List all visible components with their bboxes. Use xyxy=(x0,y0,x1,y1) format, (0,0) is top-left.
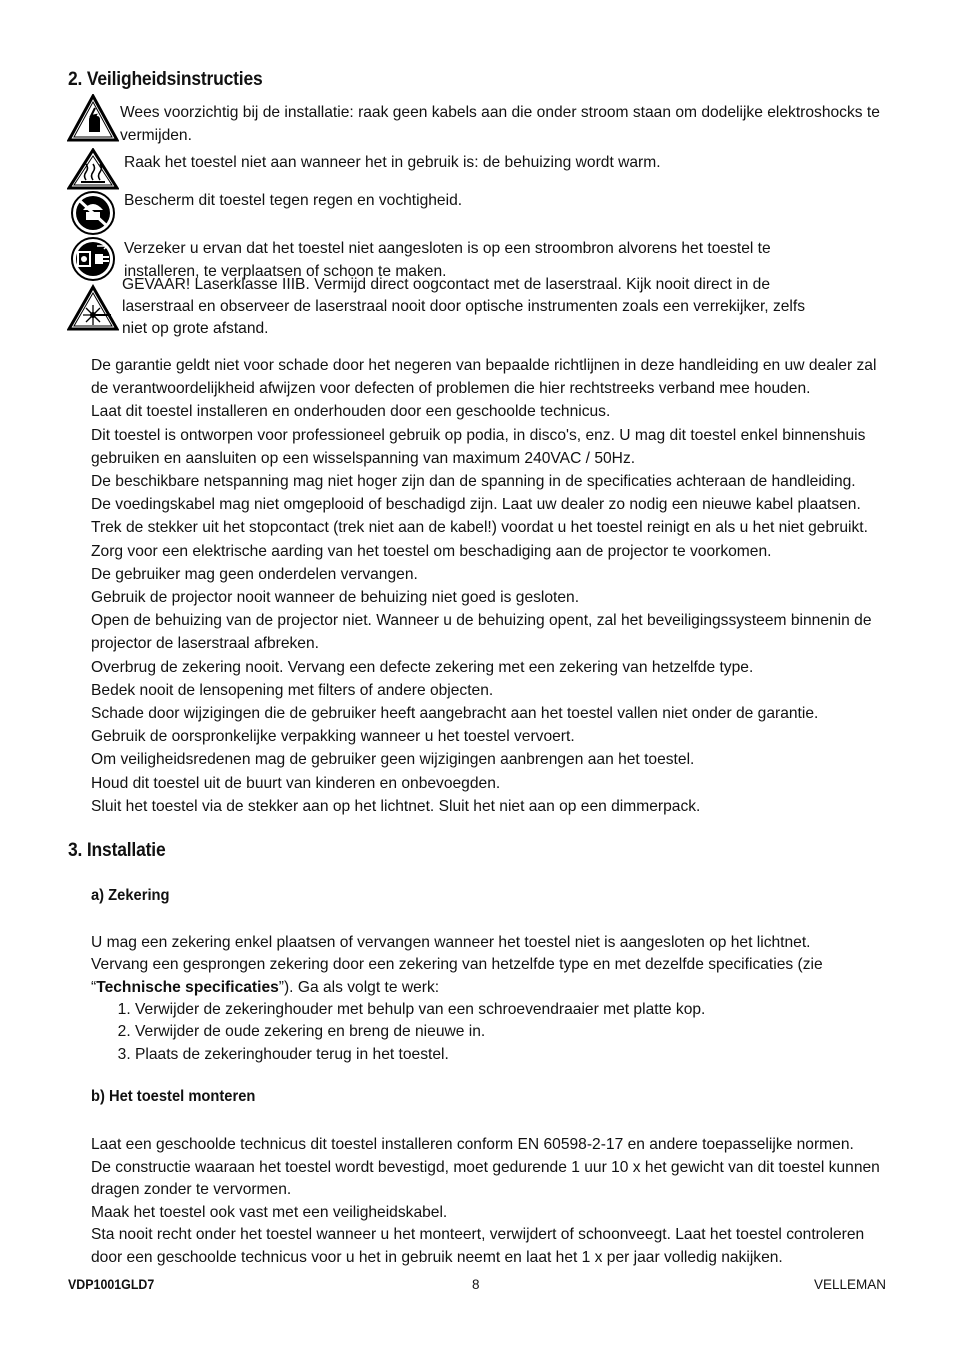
paragraph: Maak het toestel ook vast met een veiligheidskabel. xyxy=(91,1203,448,1221)
no-rain-icon xyxy=(66,190,120,236)
warning-text: GEVAAR! Laserklasse IIIB. Vermijd direct oogcontact met de laserstraal. Kijk nooit direct in de laserstraal en observeer de laserstraal nooit door optische instrumenten zoals een verrekijker, zelfs niet op grote afstand. xyxy=(122,276,806,338)
paragraph: Sta nooit recht onder het toestel wanneer u het monteert, verwijdert of schoonveegt. Laat het toestel controleren door een geschoolde technicus voor u het in gebruik neemt en laat het 1 x per jaar volledig nakijken. xyxy=(91,1226,865,1266)
laser-warning-icon xyxy=(66,284,120,332)
text: ”). Ga als volgt te werk: xyxy=(278,978,440,996)
fuse-section xyxy=(91,932,891,1066)
paragraph: Sluit het toestel via de stekker aan op het lichtnet. Sluit het niet aan op een dimmerpack. xyxy=(91,797,701,815)
paragraph: Schade door wijzigingen die de gebruiker heeft aangebracht aan het toestel vallen niet onder de garantie. xyxy=(91,705,819,723)
section-3-heading: 3. Installatie xyxy=(68,840,166,861)
paragraph: De voedingskabel mag niet omgeplooid of beschadigd zijn. Laat uw dealer zo nodig een nieuwe kabel plaatsen. xyxy=(91,496,861,514)
electric-shock-icon xyxy=(66,94,120,142)
safety-paragraphs xyxy=(91,354,891,818)
paragraph: Om veiligheidsredenen mag de gebruiker geen wijzigingen aanbrengen aan het toestel. xyxy=(91,751,695,769)
paragraph xyxy=(91,954,891,999)
warning-text: Wees voorzichtig bij de installatie: raak geen kabels aan die onder stroom staan om dodelijke elektroshocks te vermijden. xyxy=(120,104,880,144)
warning-row xyxy=(66,190,896,236)
paragraph: Gebruik de oorspronkelijke verpakking wanneer u het toestel vervoert. xyxy=(91,728,575,746)
paragraph: Open de behuizing van de projector niet. Wanneer u de behuizing opent, zal het beveiligingssysteem binnenin de projector de laserstraal afbreken. xyxy=(91,612,872,653)
model-number: VDP1001GLD7 xyxy=(68,1277,155,1292)
warning-row xyxy=(66,148,896,190)
brand-name: VELLEMAN xyxy=(813,1277,886,1292)
paragraph: Laat een geschoolde technicus dit toestel installeren conform EN 60598-2-17 en andere toepasselijke normen. xyxy=(91,1136,854,1153)
warning-row xyxy=(66,94,896,146)
paragraph: De garantie geldt niet voor schade door het negeren van bepaalde richtlijnen in deze handleiding en uw dealer zal de verantwoordelijkheid afwijzen voor defecten of problemen die hier rechtstreeks verband mee houden. xyxy=(91,357,877,398)
safety-warnings xyxy=(66,94,896,346)
warning-row xyxy=(66,276,896,346)
paragraph: De gebruiker mag geen onderdelen vervangen. xyxy=(91,565,418,583)
warning-text: Verzeker u ervan dat het toestel niet aangesloten is op een stroombron alvorens het toestel te installeren, te verplaatsen of schoon te maken. xyxy=(124,240,771,280)
paragraph: De constructie waaraan het toestel wordt bevestigd, moet gedurende 1 uur 10 x het gewicht van dit toestel kunnen dragen zonder te vervormen. xyxy=(91,1158,880,1199)
mounting-section xyxy=(91,1134,891,1270)
warning-text: Bescherm dit toestel tegen regen en vochtigheid. xyxy=(124,192,463,209)
list-item: 3. Plaats de zekeringhouder terug in het toestel. xyxy=(135,1044,891,1066)
page-number: 8 xyxy=(472,1277,480,1292)
subsection-b-heading: b) Het toestel monteren xyxy=(91,1088,256,1105)
paragraph: Houd dit toestel uit de buurt van kinderen en onbevoegden. xyxy=(91,774,501,792)
paragraph: U mag een zekering enkel plaatsen of vervangen wanneer het toestel niet is aangesloten op het lichtnet. xyxy=(91,934,811,951)
paragraph: De beschikbare netspanning mag niet hoger zijn dan de spanning in de specificaties achteraan de handleiding. xyxy=(91,473,856,491)
unplug-icon xyxy=(66,236,120,282)
hot-surface-icon xyxy=(66,148,120,190)
text: Vervang een gesprongen zekering door een zekering van hetzelfde type en met dezelfde specificaties (zie “ xyxy=(91,956,823,996)
subsection-a-heading: a) Zekering xyxy=(91,887,170,904)
list-item: 1. Verwijder de zekeringhouder met behulp van een schroevendraaier met platte kop. xyxy=(135,999,891,1021)
list-item: 2. Verwijder de oude zekering en breng de nieuwe in. xyxy=(135,1021,891,1043)
paragraph: Overbrug de zekering nooit. Vervang een defecte zekering met een zekering van hetzelfde type. xyxy=(91,658,754,676)
paragraph: Zorg voor een elektrische aarding van het toestel om beschadiging aan de projector te voorkomen. xyxy=(91,542,772,560)
warning-text: Raak het toestel niet aan wanneer het in gebruik is: de behuizing wordt warm. xyxy=(124,154,661,171)
paragraph: Laat dit toestel installeren en onderhouden door een geschoolde technicus. xyxy=(91,403,611,421)
paragraph: Dit toestel is ontworpen voor professioneel gebruik op podia, in disco's, enz. U mag dit toestel enkel binnenshuis gebruiken en aansluiten op een wisselspanning van maximum 240VAC / 50Hz. xyxy=(91,426,866,467)
paragraph: Bedek nooit de lensopening met filters of andere objecten. xyxy=(91,681,494,699)
spec-reference: Technische specificaties xyxy=(96,978,279,996)
paragraph: Trek de stekker uit het stopcontact (trek niet aan de kabel!) voordat u het toestel reinigt en als u het niet gebruikt. xyxy=(91,519,868,537)
section-2-heading: 2. Veiligheidsinstructies xyxy=(68,69,263,90)
fuse-steps xyxy=(91,999,891,1066)
paragraph: Gebruik de projector nooit wanneer de behuizing niet goed is gesloten. xyxy=(91,589,580,607)
